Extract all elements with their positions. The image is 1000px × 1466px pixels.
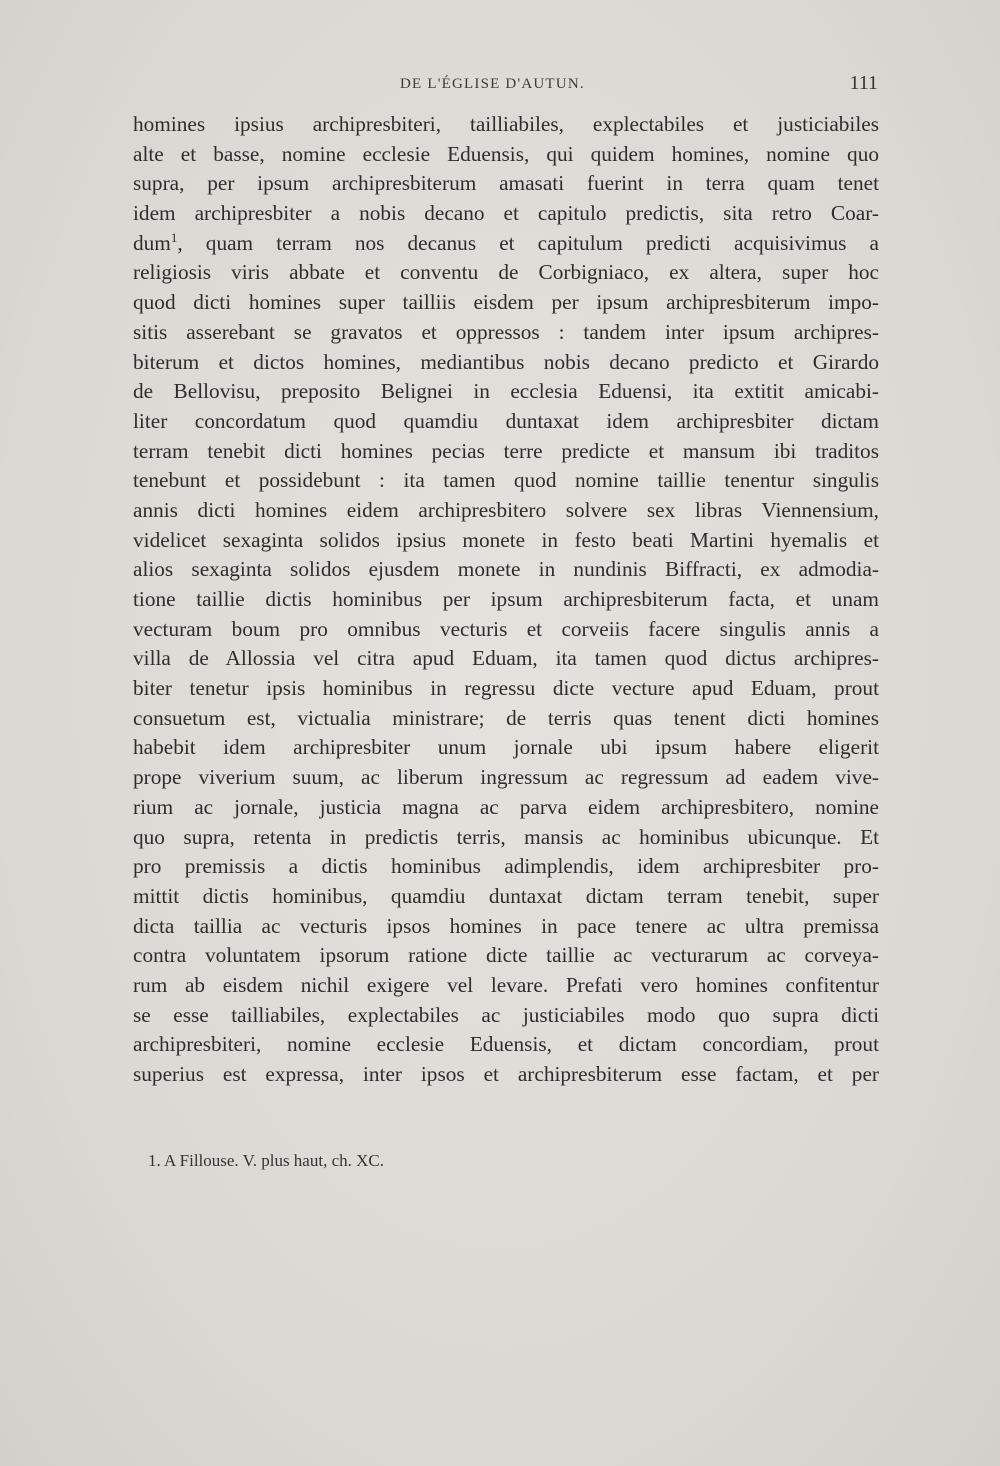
- text-line: pro premissis a dictis hominibus adimplendis, idem archipresbiter pro-: [133, 854, 879, 879]
- text-line: idem archipresbiter a nobis decano et capitulo predictis, sita retro Coar-: [133, 201, 879, 226]
- text-line: biterum et dictos homines, mediantibus nobis decano predicto et Girardo: [133, 349, 879, 374]
- text-line: biter tenetur ipsis hominibus in regressu dicte vecture apud Eduam, prout: [133, 676, 879, 701]
- running-title: DE L'ÉGLISE D'AUTUN.: [400, 76, 585, 92]
- text-line: habebit idem archipresbiter unum jornale ubi ipsum habere eligerit: [133, 735, 879, 760]
- footnote: 1. A Fillouse. V. plus haut, ch. XC.: [148, 1151, 384, 1170]
- text-line: consuetum est, victualia ministrare; de terris quas tenent dicti homines: [133, 705, 879, 730]
- text-line: contra voluntatem ipsorum ratione dicte taillie ac vecturarum ac corveya-: [133, 943, 879, 968]
- body-text: [133, 110, 879, 1090]
- text-line: terram tenebit dicti homines pecias terre predicte et mansum ibi traditos: [133, 438, 879, 463]
- text-line: archipresbiteri, nomine ecclesie Eduensis, et dictam concordiam, prout: [133, 1032, 879, 1057]
- text-line: villa de Allossia vel citra apud Eduam, ita tamen quod dictus archipres-: [133, 646, 879, 671]
- text-line: annis dicti homines eidem archipresbitero solvere sex libras Viennensium,: [133, 497, 879, 522]
- text-line: dicta taillia ac vecturis ipsos homines in pace tenere ac ultra premissa: [133, 913, 879, 938]
- text-line: vecturam boum pro omnibus vecturis et corveiis facere singulis annis a: [133, 616, 879, 641]
- text-line: quo supra, retenta in predictis terris, mansis ac hominibus ubicunque. Et: [133, 824, 879, 849]
- text-line: religiosis viris abbate et conventu de Corbigniaco, ex altera, super hoc: [133, 260, 879, 285]
- text-line: rium ac jornale, justicia magna ac parva eidem archipresbitero, nomine: [133, 794, 879, 819]
- text-line: tenebunt et possidebunt : ita tamen quod nomine taillie tenentur singulis: [133, 468, 879, 493]
- text-line: prope viverium suum, ac liberum ingressum ac regressum ad eadem vive-: [133, 765, 879, 790]
- text-line-rest: , quam terram nos decanus et capitulum predicti acquisivimus a: [177, 230, 879, 255]
- text-line: superius est expressa, inter ipsos et archipresbiterum esse factam, et per: [133, 1062, 879, 1086]
- text-line-with-footnote-ref: [133, 229, 879, 259]
- text-line: alte et basse, nomine ecclesie Eduensis, qui quidem homines, nomine quo: [133, 141, 879, 166]
- text-line: sitis asserebant se gravatos et oppressos : tandem inter ipsum archipres-: [133, 319, 879, 344]
- text-line: se esse tailliabiles, explectabiles ac justiciabiles modo quo supra dicti: [133, 1002, 879, 1027]
- text-line: liter concordatum quod quamdiu duntaxat idem archipresbiter dictam: [133, 408, 879, 433]
- footnote-reference: 1: [170, 229, 178, 245]
- text-line: mittit dictis hominibus, quamdiu duntaxat dictam terram tenebit, super: [133, 883, 879, 908]
- page-number: 111: [849, 72, 878, 94]
- text-line: alios sexaginta solidos ejusdem monete in nundinis Biffracti, ex admodia-: [133, 557, 879, 582]
- text-line: homines ipsius archipresbiteri, tailliabiles, explectabiles et justiciabiles: [133, 112, 879, 136]
- running-head: [133, 72, 878, 100]
- text-line-start: dum: [133, 230, 171, 255]
- text-line: videlicet sexaginta solidos ipsius monete in festo beati Martini hyemalis et: [133, 527, 879, 552]
- text-line: supra, per ipsum archipresbiterum amasati fuerint in terra quam tenet: [133, 171, 879, 196]
- text-line: rum ab eisdem nichil exigere vel levare. Prefati vero homines confitentur: [133, 972, 879, 997]
- text-line: tione taillie dictis hominibus per ipsum archipresbiterum facta, et unam: [133, 587, 879, 611]
- text-line: de Bellovisu, preposito Belignei in ecclesia Eduensi, ita extitit amicabi-: [133, 379, 879, 404]
- text-line: quod dicti homines super tailliis eisdem per ipsum archipresbiterum impo-: [133, 290, 879, 315]
